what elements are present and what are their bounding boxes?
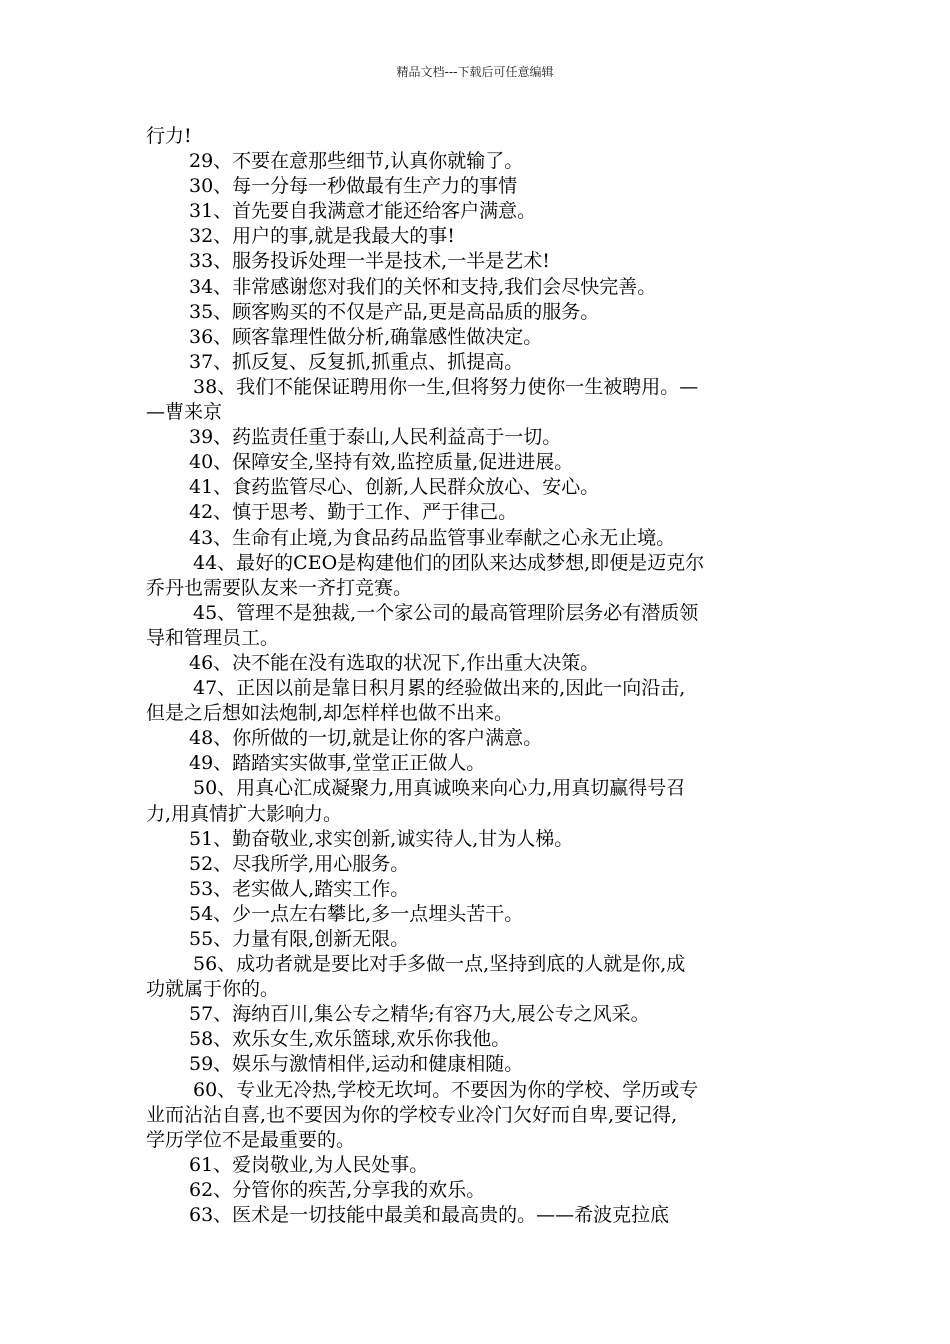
text-line: 学历学位不是最重要的。 [146,1128,356,1151]
text-line: 46、决不能在没有选取的状况下,作出重大决策。 [189,651,600,674]
text-line: 59、娱乐与激情相伴,运动和健康相随。 [189,1053,524,1076]
text-line: 33、服务投诉处理一半是技术,一半是艺术! [189,250,550,273]
text-line: 37、抓反复、反复抓,抓重点、抓提高。 [189,350,524,373]
text-line: 39、药监责任重于泰山,人民利益高于一切。 [189,426,562,449]
text-line: 49、踏踏实实做事,堂堂正正做人。 [189,752,486,775]
text-line: 业而沾沾自喜,也不要因为你的学校专业冷门欠好而自卑,要记得, [146,1103,678,1126]
text-line: —曹来京 [146,401,223,424]
text-line: 44、最好的CEO是构建他们的团队来达成梦想,即便是迈克尔 [193,551,705,574]
text-line: 62、分管你的疾苦,分享我的欢乐。 [189,1178,486,1201]
text-line: 53、老实做人,踏实工作。 [189,877,410,900]
text-line: 55、力量有限,创新无限。 [189,928,410,950]
text-line: 41、食药监管尽心、创新,人民群众放心、安心。 [189,476,600,499]
text-line: 58、欢乐女生,欢乐篮球,欢乐你我他。 [189,1028,511,1051]
text-line: 60、专业无冷热,学校无坎坷。不要因为你的学校、学历或专 [193,1078,699,1101]
text-line: 56、成功者就是要比对手多做一点,坚持到底的人就是你,成 [193,953,686,976]
document-body [146,124,811,1228]
text-line: 50、用真心汇成凝聚力,用真诚唤来向心力,用真切赢得号召 [193,777,686,800]
text-line: 31、首先要自我满意才能还给客户满意。 [189,200,537,223]
text-line: 43、生命有止境,为食品药品监管事业奉献之心永无止境。 [189,526,676,549]
text-line: 40、保障安全,坚持有效,监控质量,促进进展。 [189,451,574,474]
text-line: 功就属于你的。 [146,978,280,1001]
text-line: 63、医术是一切技能中最美和最高贵的。——希波克拉底 [189,1204,670,1227]
text-line: 行力! [146,125,192,147]
text-line: 力,用真情扩大影响力。 [146,802,343,825]
text-line: 47、正因以前是靠日积月累的经验做出来的,因此一向沿击, [193,677,686,700]
text-line: 36、顾客靠理性做分析,确靠感性做决定。 [189,325,543,348]
text-line: 61、爱岗敬业,为人民处事。 [189,1153,429,1176]
text-line: 42、慎于思考、勤于工作、严于律己。 [189,501,518,524]
text-line: 54、少一点左右攀比,多一点埋头苦干。 [189,902,524,925]
text-line: 但是之后想如法炮制,却怎样样也做不出来。 [146,702,514,725]
text-line: 38、我们不能保证聘用你一生,但将努力使你一生被聘用。— [193,375,699,398]
text-line: 32、用户的事,就是我最大的事! [189,225,455,248]
text-line: 57、海纳百川,集公专之精华;有容乃大,展公专之风采。 [189,1003,650,1026]
text-line: 34、非常感谢您对我们的关怀和支持,我们会尽快完善。 [189,275,657,298]
text-line: 48、你所做的一切,就是让你的客户满意。 [189,727,543,750]
text-line: 乔丹也需要队友来一齐打竞赛。 [146,576,413,599]
text-line: 导和管理员工。 [146,626,280,649]
page-header: 精品文档---下载后可任意编辑 [396,65,554,79]
text-line: 45、管理不是独裁,一个家公司的最高管理阶层务必有潜质领 [193,601,699,624]
text-line: 51、勤奋敬业,求实创新,诚实待人,甘为人梯。 [189,827,574,850]
text-line: 29、不要在意那些细节,认真你就输了。 [189,150,524,173]
text-line: 35、顾客购买的不仅是产品,更是高品质的服务。 [189,300,600,323]
text-line: 52、尽我所学,用心服务。 [189,852,410,875]
text-line: 30、每一分每一秒做最有生产力的事情 [189,175,518,198]
